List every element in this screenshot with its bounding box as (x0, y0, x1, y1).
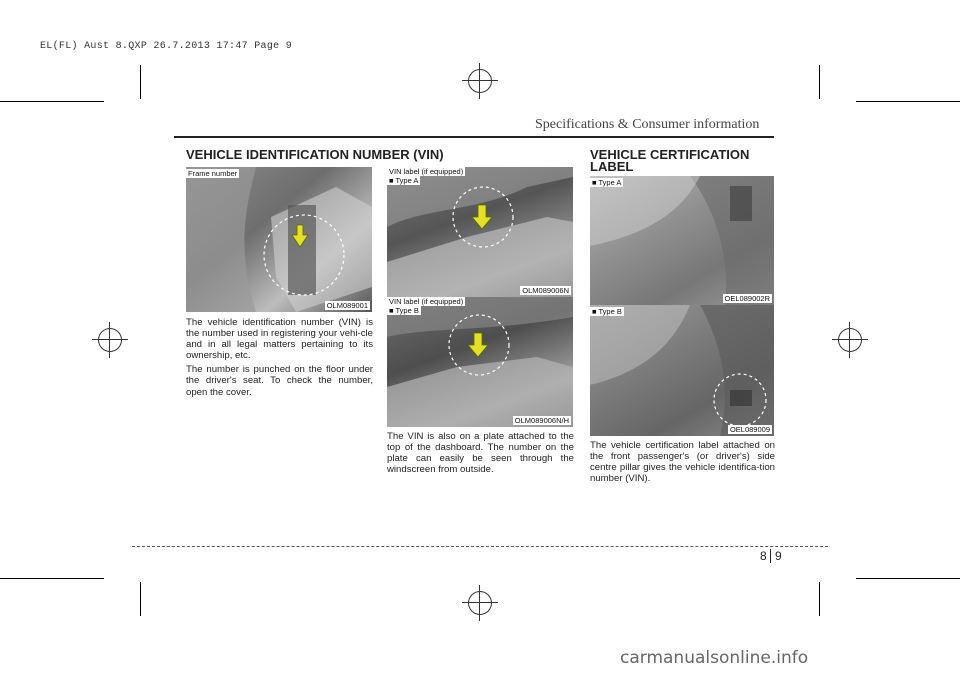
type-b-vin-label: VIN label (if equipped) (389, 297, 464, 306)
cert-heading-line-2: LABEL (590, 159, 634, 174)
registration-mark (462, 585, 498, 621)
pillar-a-illustration (590, 176, 774, 305)
cert-type-b-code: OEL089009 (729, 425, 770, 434)
vin-body-text (186, 317, 373, 401)
page-number: 9 (775, 549, 782, 563)
vin-heading: VEHICLE IDENTIFICATION NUMBER (VIN) (186, 147, 444, 162)
print-file-info: EL(FL) Aust 8.QXP 26.7.2013 17:47 Page 9 (40, 41, 293, 52)
type-a-marker: ■ Type A (389, 176, 419, 185)
type-b-photo-code: OLM089006N/H (514, 416, 569, 425)
page-number-separator (770, 549, 771, 563)
cert-type-a-marker: ■ Type A (592, 178, 622, 187)
frame-number-label: Frame number (188, 169, 238, 178)
crop-mark (856, 578, 960, 579)
vin-paragraph-1: The vehicle identification number (VIN) is the number used in registering your vehi-cle and in all legal matters pertaining to its ownership, etc. (186, 317, 373, 362)
cert-type-a-code: OEL089002R (724, 294, 770, 303)
dashboard-a-illustration (387, 167, 573, 297)
type-a-vin-label: VIN label (if equipped) (389, 167, 464, 176)
dashboard-body-text (387, 431, 574, 478)
crop-mark (819, 65, 820, 99)
cert-type-b-photo (590, 305, 774, 436)
crop-mark (140, 65, 141, 99)
type-b-marker: ■ Type B (389, 306, 419, 315)
watermark[interactable]: carmanualsonline.info (620, 648, 809, 668)
vin-paragraph-2: The number is punched on the floor under the driver's seat. To check the number, open the cover. (186, 364, 373, 398)
cert-body-text (590, 440, 775, 487)
registration-mark (832, 322, 868, 358)
crop-mark (819, 582, 820, 616)
footer-dashed-rule (132, 546, 828, 547)
pillar-b-illustration (590, 305, 774, 436)
registration-mark (92, 322, 128, 358)
vin-type-b-photo (387, 297, 573, 427)
vin-type-a-photo (387, 167, 573, 297)
crop-mark (856, 101, 960, 102)
frame-number-photo (186, 167, 372, 312)
crop-mark (0, 578, 104, 579)
crop-mark (0, 101, 104, 102)
dashboard-paragraph: The VIN is also on a plate attached to the top of the dashboard. The number on the plate can easily be seen through the windscreen from outside. (387, 431, 574, 476)
cert-type-a-photo (590, 176, 774, 305)
chapter-number: 8 (760, 549, 767, 563)
frame-photo-code: OLM089001 (326, 301, 368, 310)
cert-heading-line-1: VEHICLE CERTIFICATION (590, 147, 750, 162)
crop-mark (140, 582, 141, 616)
header-rule (174, 136, 774, 138)
registration-mark (462, 63, 498, 99)
type-a-photo-code: OLM089006N (522, 286, 569, 295)
section-title: Specifications & Consumer information (535, 117, 760, 132)
frame-photo-illustration (186, 167, 372, 312)
cert-type-b-marker: ■ Type B (592, 307, 622, 316)
cert-paragraph: The vehicle certification label attached on the front passenger's (or driver's) side centre pillar gives the vehicle identifica-tion number (VIN). (590, 440, 775, 485)
dashboard-b-illustration (387, 297, 573, 427)
